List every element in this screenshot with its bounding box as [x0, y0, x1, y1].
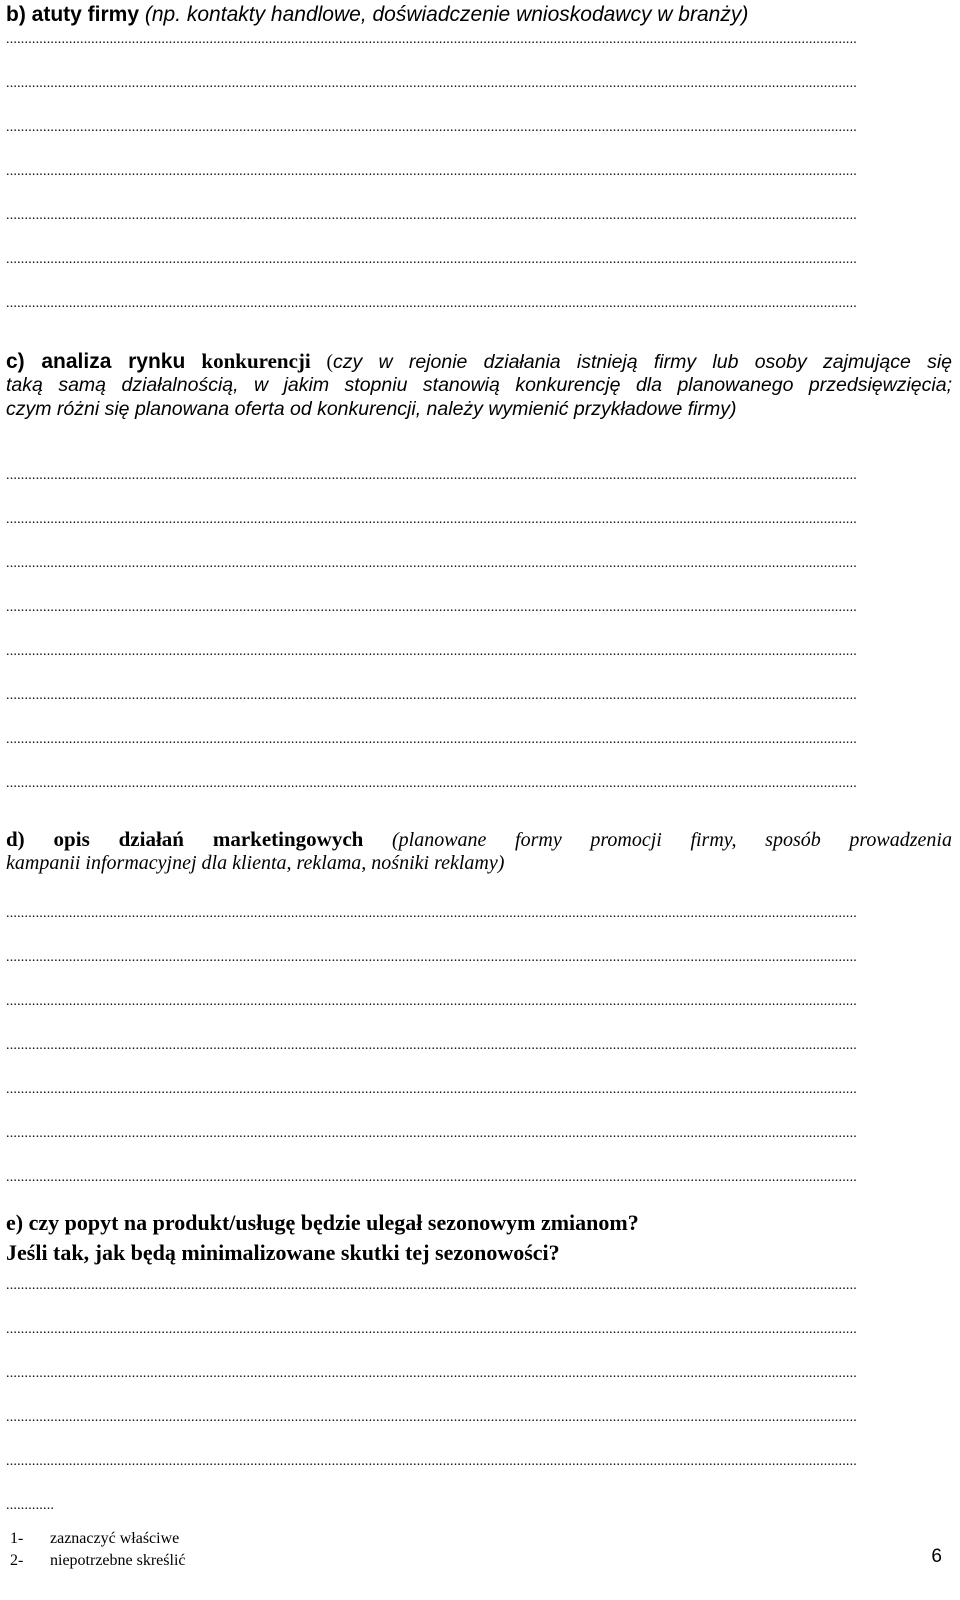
section-b-hint: (np. kontakty handlowe, doświadczenie wnioskodawcy w branży) [139, 3, 749, 26]
dotted-answer-line[interactable]: ...................................................................................................................................................................................................................................... [6, 1322, 857, 1337]
dotted-answer-line[interactable]: ...................................................................................................................................................................................................................................... [6, 600, 857, 615]
section-c-label: c) analiza rynku [6, 350, 186, 373]
dotted-answer-line[interactable]: ...................................................................................................................................................................................................................................... [6, 208, 857, 223]
footnote-1 [10, 1530, 179, 1548]
dotted-answer-line[interactable]: ...................................................................................................................................................................................................................................... [6, 1366, 857, 1381]
footnote-number: 2- [10, 1552, 24, 1569]
dotted-answer-line[interactable]: ...................................................................................................................................................................................................................................... [6, 252, 857, 267]
section-d-hint-line-2: kampanii informacyjnej dla klienta, reklama, nośniki reklamy) [6, 852, 505, 874]
section-e-question-line-1: e) czy popyt na produkt/usługę będzie ulegał sezonowym zmianom? [6, 1210, 639, 1235]
footnote-text: niepotrzebne skreślić [50, 1552, 186, 1569]
section-d-heading-line [6, 828, 952, 852]
section-c-label-sub: konkurencji [185, 349, 311, 373]
dotted-answer-line[interactable]: ...................................................................................................................................................................................................................................... [6, 994, 857, 1009]
section-c-hint-line-3: czym różni się planowana oferta od konkurencji, należy wymienić przykładowe firmy) [6, 398, 737, 420]
dotted-answer-line[interactable]: ...................................................................................................................................................................................................................................... [6, 120, 857, 135]
page-number: 6 [931, 1546, 942, 1567]
dotted-answer-line[interactable]: ...................................................................................................................................................................................................................................... [6, 688, 857, 703]
section-c-hint-line-2: taką samą działalnością, w jakim stopniu stanowią konkurencję dla planowanego przedsięwzięcia; [6, 374, 952, 396]
dotted-answer-line[interactable]: ...................................................................................................................................................................................................................................... [6, 1038, 857, 1053]
section-d-hint-line-1: (planowane formy promocji firmy, sposób prowadzenia [363, 829, 952, 851]
dotted-answer-line[interactable]: ...................................................................................................................................................................................................................................... [6, 1410, 857, 1425]
section-c-heading-line: c) analiza rynku konkurencji (czy w rejonie działania istnieją firmy lub osoby zajmujące się [6, 349, 953, 373]
footnote-2 [10, 1552, 186, 1570]
dotted-answer-line[interactable]: ...................................................................................................................................................................................................................................... [6, 32, 857, 47]
dotted-answer-line[interactable]: ...................................................................................................................................................................................................................................... [6, 512, 857, 527]
dotted-answer-line[interactable]: ...................................................................................................................................................................................................................................... [6, 1454, 857, 1469]
dotted-answer-line[interactable]: ...................................................................................................................................................................................................................................... [6, 1082, 857, 1097]
dotted-answer-line[interactable]: ...................................................................................................................................................................................................................................... [6, 76, 857, 91]
dotted-answer-line[interactable]: ...................................................................................................................................................................................................................................... [6, 644, 857, 659]
dotted-answer-line[interactable]: ...................................................................................................................................................................................................................................... [6, 732, 857, 747]
section-d-label: d) opis działań marketingowych [6, 827, 364, 851]
dotted-answer-line[interactable]: ...................................................................................................................................................................................................................................... [6, 1278, 857, 1293]
dotted-answer-line[interactable]: ...................................................................................................................................................................................................................................... [6, 556, 857, 571]
section-b-heading [6, 2, 748, 28]
section-b-label: b) atuty firmy [6, 3, 140, 26]
dotted-answer-line[interactable]: ...................................................................................................................................................................................................................................... [6, 1126, 857, 1141]
section-c-hint-line-1: czy w rejonie działania istnieją firmy lub osoby zajmujące się [332, 351, 953, 373]
dotted-answer-line[interactable]: ...................................................................................................................................................................................................................................... [6, 296, 857, 311]
section-e-question-line-2: Jeśli tak, jak będą minimalizowane skutki tej sezonowości? [6, 1240, 560, 1265]
dotted-answer-line[interactable]: ...................................................................................................................................................................................................................................... [6, 1170, 857, 1185]
dotted-answer-line[interactable]: ...................................................................................................................................................................................................................................... [6, 950, 857, 965]
dotted-answer-line[interactable]: ...................................................................................................................................................................................................................................... [6, 906, 857, 921]
dotted-answer-line[interactable]: ...................................................................................................................................................................................................................................... [6, 468, 857, 483]
footnote-text: zaznaczyć właściwe [50, 1530, 180, 1547]
dotted-answer-line-short[interactable]: ............. [6, 1498, 55, 1513]
footnote-number: 1- [10, 1530, 24, 1547]
dotted-answer-line[interactable]: ...................................................................................................................................................................................................................................... [6, 164, 857, 179]
dotted-answer-line[interactable]: ...................................................................................................................................................................................................................................... [6, 776, 857, 791]
